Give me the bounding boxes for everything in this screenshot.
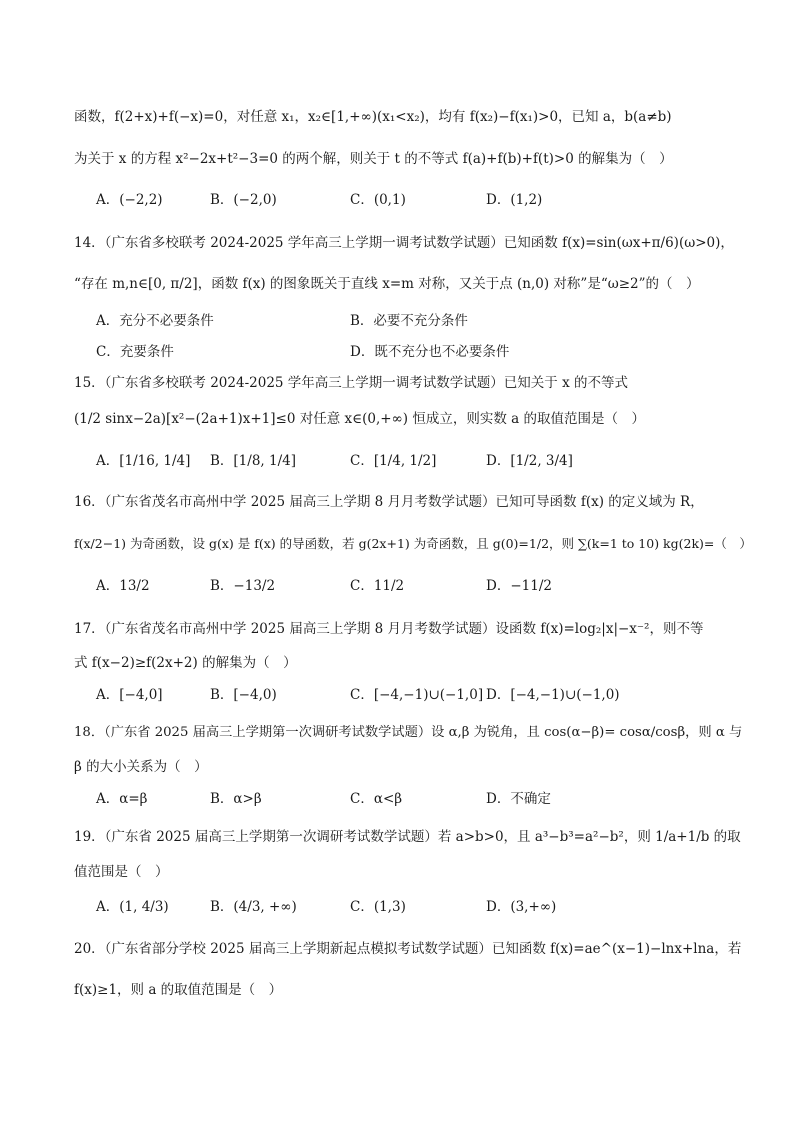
q16-stem-2: f(x/2−1) 为奇函数，设 g(x) 是 f(x) 的导函数，若 g(2x+1) 为奇函数，且 g(0)=1/2，则 ∑(k=1 to 10) kg(2k)=（ ） — [74, 536, 752, 551]
q20-stem-2: f(x)≥1，则 a 的取值范围是（ ） — [74, 982, 283, 998]
q16-option-a: A．13/2 — [96, 578, 150, 594]
q17-option-c: C．[−4,−1)∪(−1,0] — [350, 687, 484, 703]
q15-option-a: A．[1/16, 1/4] — [96, 453, 191, 469]
q18-option-c: C．α<β — [350, 791, 403, 807]
q13-option-b: B．(−2,0) — [210, 192, 277, 208]
q14-option-c: C．充要条件 — [96, 344, 174, 360]
q14-option-d: D．既不充分也不必要条件 — [350, 344, 510, 360]
q17-option-d: D．[−4,−1)∪(−1,0) — [486, 687, 620, 703]
q14-stem-1: 14．（广东省多校联考 2024-2025 学年高三上学期一调考试数学试题）已知函数 f(x)=sin(ωx+π/6)(ω>0)， — [74, 235, 734, 251]
q20-stem-1: 20．（广东省部分学校 2025 届高三上学期新起点模拟考试数学试题）已知函数 f(x)=ae^(x−1)−lnx+lna，若 — [74, 941, 742, 957]
q17-option-a: A．[−4,0] — [96, 687, 163, 703]
q19-option-b: B．(4/3, +∞) — [210, 899, 297, 915]
q18-option-b: B．α>β — [210, 791, 262, 807]
q13-line-2: 为关于 x 的方程 x²−2x+t²−3=0 的两个解，则关于 t 的不等式 f(a)+f(b)+f(t)>0 的解集为（ ） — [74, 151, 673, 167]
q19-stem-2: 值范围是（ ） — [74, 864, 169, 880]
q13-option-d: D．(1,2) — [486, 192, 543, 208]
q17-stem-1: 17．（广东省茂名市高州中学 2025 届高三上学期 8 月月考数学试题）设函数 f(x)=log₂|x|−x⁻²，则不等 — [74, 621, 704, 637]
q17-stem-2: 式 f(x−2)≥f(2x+2) 的解集为（ ） — [74, 655, 297, 671]
q15-option-b: B．[1/8, 1/4] — [210, 453, 296, 469]
q13-option-a: A．(−2,2) — [96, 192, 163, 208]
q15-stem-2: (1/2 sinx−2a)[x²−(2a+1)x+1]≤0 对任意 x∈(0,+∞) 恒成立，则实数 a 的取值范围是（ ） — [74, 411, 645, 427]
q19-option-d: D．(3,+∞) — [486, 899, 557, 915]
q19-option-a: A．(1, 4/3) — [96, 899, 169, 915]
q19-stem-1: 19．（广东省 2025 届高三上学期第一次调研考试数学试题）若 a>b>0，且 a³−b³=a²−b²，则 1/a+1/b 的取 — [74, 829, 741, 845]
q18-option-d: D．不确定 — [486, 791, 551, 807]
q16-option-d: D．−11/2 — [486, 578, 552, 594]
q13-line-1: 函数，f(2+x)+f(−x)=0，对任意 x₁，x₂∈[1,+∞)(x₁<x₂)，均有 f(x₂)−f(x₁)>0，已知 a，b(a≠b) — [74, 109, 672, 125]
q18-stem-2: β 的大小关系为（ ） — [74, 759, 208, 775]
q14-option-a: A．充分不必要条件 — [96, 313, 214, 329]
q16-option-c: C．11/2 — [350, 578, 405, 594]
q15-stem-1: 15．（广东省多校联考 2024-2025 学年高三上学期一调考试数学试题）已知关于 x 的不等式 — [74, 375, 628, 391]
q15-option-d: D．[1/2, 3/4] — [486, 453, 573, 469]
q14-stem-2: “存在 m,n∈[0, π/2]，函数 f(x) 的图象既关于直线 x=m 对称，又关于点 (n,0) 对称”是“ω≥2”的（ ） — [74, 276, 700, 292]
q15-option-c: C．[1/4, 1/2] — [350, 453, 437, 469]
q16-option-b: B．−13/2 — [210, 578, 276, 594]
q16-stem-1: 16．（广东省茂名市高州中学 2025 届高三上学期 8 月月考数学试题）已知可导函数 f(x) 的定义域为 R， — [74, 494, 704, 510]
q18-option-a: A．α=β — [96, 791, 148, 807]
q17-option-b: B．[−4,0) — [210, 687, 277, 703]
q18-stem-1: 18．（广东省 2025 届高三上学期第一次调研考试数学试题）设 α,β 为锐角，且 cos(α−β)= cosα/cosβ，则 α 与 — [74, 725, 743, 740]
q14-option-b: B．必要不充分条件 — [350, 313, 468, 329]
q13-option-c: C．(0,1) — [350, 192, 406, 208]
q19-option-c: C．(1,3) — [350, 899, 406, 915]
